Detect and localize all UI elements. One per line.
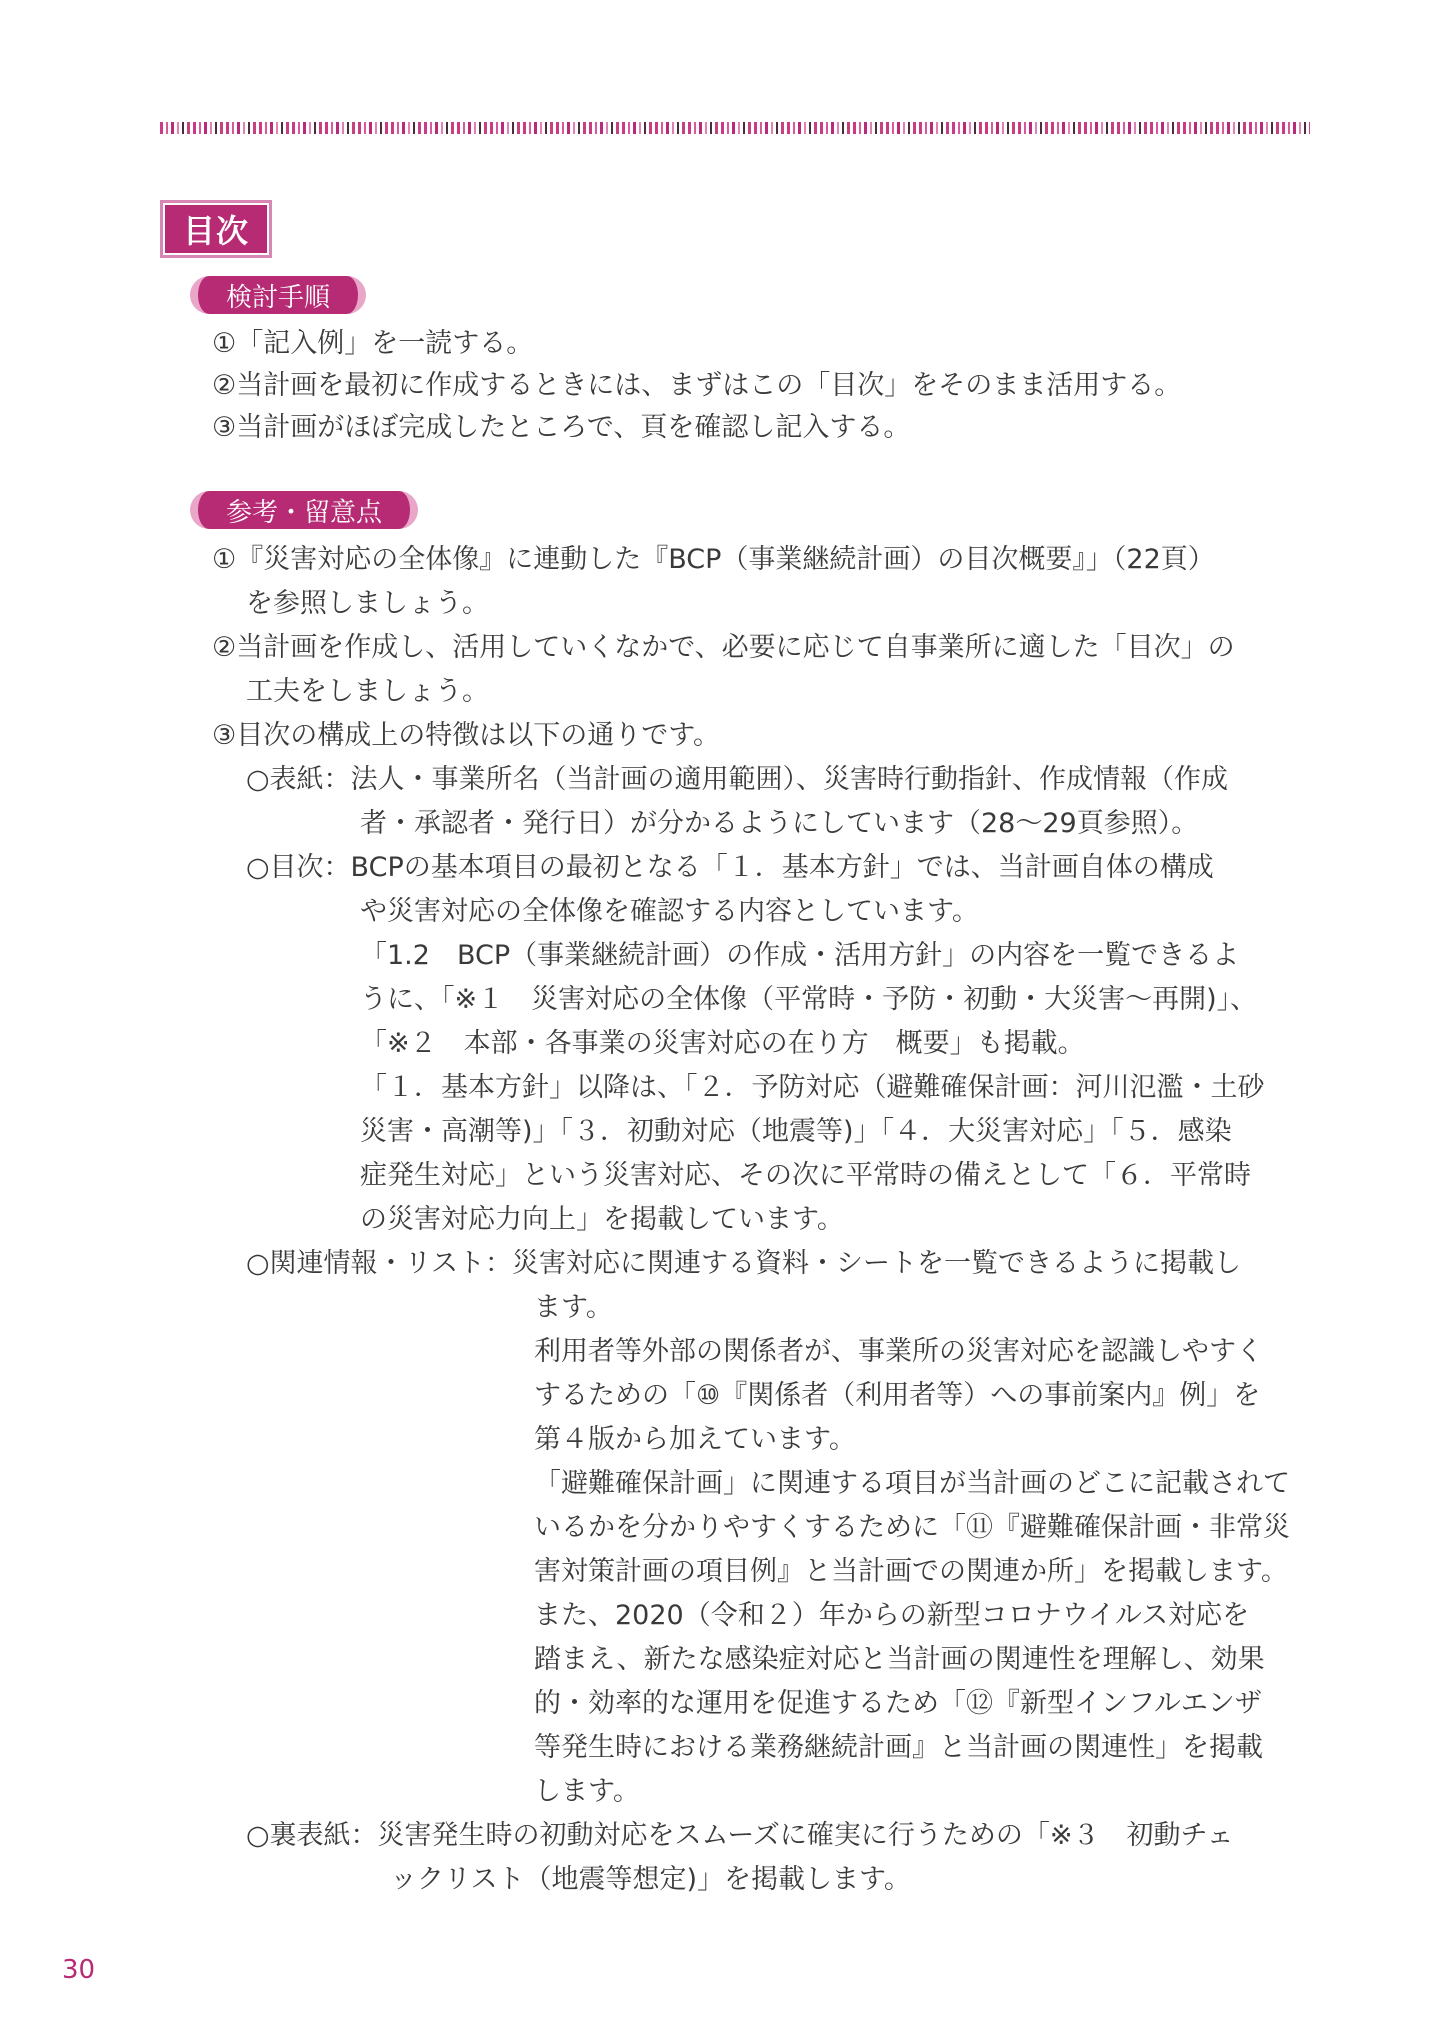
section-heading-notes: 参考・留意点 (190, 491, 418, 529)
note-line: ③目次の構成上の特徴は以下の通りです。 (212, 720, 721, 751)
procedure-item: ②当計画を最初に作成するときには、まずはこの「目次」をそのまま活用する。 (212, 370, 1182, 401)
note-line: や災害対応の全体像を確認する内容としています。 (360, 896, 979, 927)
note-line: 害対策計画の項目例』と当計画での関連か所」を掲載します。 (534, 1556, 1288, 1587)
note-line: の災害対応力向上」を掲載しています。 (360, 1204, 844, 1235)
note-line: 者・承認者・発行日）が分かるようにしています（28～29頁参照）。 (360, 808, 1199, 839)
note-line: を参照しましょう。 (246, 588, 489, 619)
section-heading-procedure: 検討手順 (190, 276, 366, 314)
page-number: 30 (62, 1955, 96, 1985)
note-line: 「※２ 本部・各事業の災害対応の在り方 概要」も掲載。 (360, 1028, 1085, 1059)
note-line: また、2020（令和２）年からの新型コロナウイルス対応を (534, 1600, 1250, 1631)
note-line: 工夫をしましょう。 (246, 676, 489, 707)
note-line: ます。 (534, 1292, 613, 1323)
note-line: 第４版から加えています。 (534, 1424, 856, 1455)
procedure-item: ③当計画がほぼ完成したところで、頁を確認し記入する。 (212, 412, 911, 443)
note-line: 踏まえ、新たな感染症対応と当計画の関連性を理解し、効果 (534, 1644, 1265, 1675)
note-line: 症発生対応」という災害対応、その次に平常時の備えとして「６．平常時 (360, 1160, 1251, 1191)
note-line: します。 (534, 1776, 640, 1807)
page-title: 目次 (160, 200, 272, 258)
note-line: うに、「※１ 災害対応の全体像（平常時・予防・初動・大災害～再開)」、 (360, 984, 1258, 1015)
note-line: ○関連情報・リスト：災害対応に関連する資料・シートを一覧できるように掲載し (246, 1248, 1242, 1279)
note-line: ○表紙：法人・事業所名（当計画の適用範囲）、災害時行動指針、作成情報（作成 (246, 764, 1229, 795)
note-line: 利用者等外部の関係者が、事業所の災害対応を認識しやすく (534, 1336, 1263, 1367)
note-line: ○裏表紙：災害発生時の初動対応をスムーズに確実に行うための「※３ 初動チェ (246, 1820, 1234, 1851)
note-line: 「1.2 BCP（事業継続計画）の作成・活用方針」の内容を一覧できるよ (360, 940, 1240, 971)
note-line: ①『災害対応の全体像』に連動した『BCP（事業継続計画）の目次概要』」（22頁） (212, 544, 1215, 575)
note-line: ○目次：BCPの基本項目の最初となる「１．基本方針」では、当計画自体の構成 (246, 852, 1214, 883)
note-line: 等発生時における業務継続計画』と当計画の関連性」を掲載 (534, 1732, 1263, 1763)
note-line: 的・効率的な運用を促進するため「⑫『新型インフルエンザ (534, 1688, 1262, 1719)
note-line: いるかを分かりやすくするために「⑪『避難確保計画・非常災 (534, 1512, 1290, 1543)
note-line: ックリスト（地震等想定)」を掲載します。 (390, 1864, 911, 1895)
note-line: するための「⑩『関係者（利用者等）への事前案内』例」を (534, 1380, 1261, 1411)
note-line: 「１．基本方針」以降は、「２．予防対応（避難確保計画：河川氾濫・土砂 (360, 1072, 1265, 1103)
note-line: ②当計画を作成し、活用していくなかで、必要に応じて自事業所に適した「目次」の (212, 632, 1235, 663)
decorative-stripe-bar (160, 122, 1310, 134)
note-line: 災害・高潮等)」「３．初動対応（地震等)」「４．大災害対応」「５．感染 (360, 1116, 1232, 1147)
note-line: 「避難確保計画」に関連する項目が当計画のどこに記載されて (534, 1468, 1290, 1499)
procedure-item: ①「記入例」を一読する。 (212, 328, 534, 359)
